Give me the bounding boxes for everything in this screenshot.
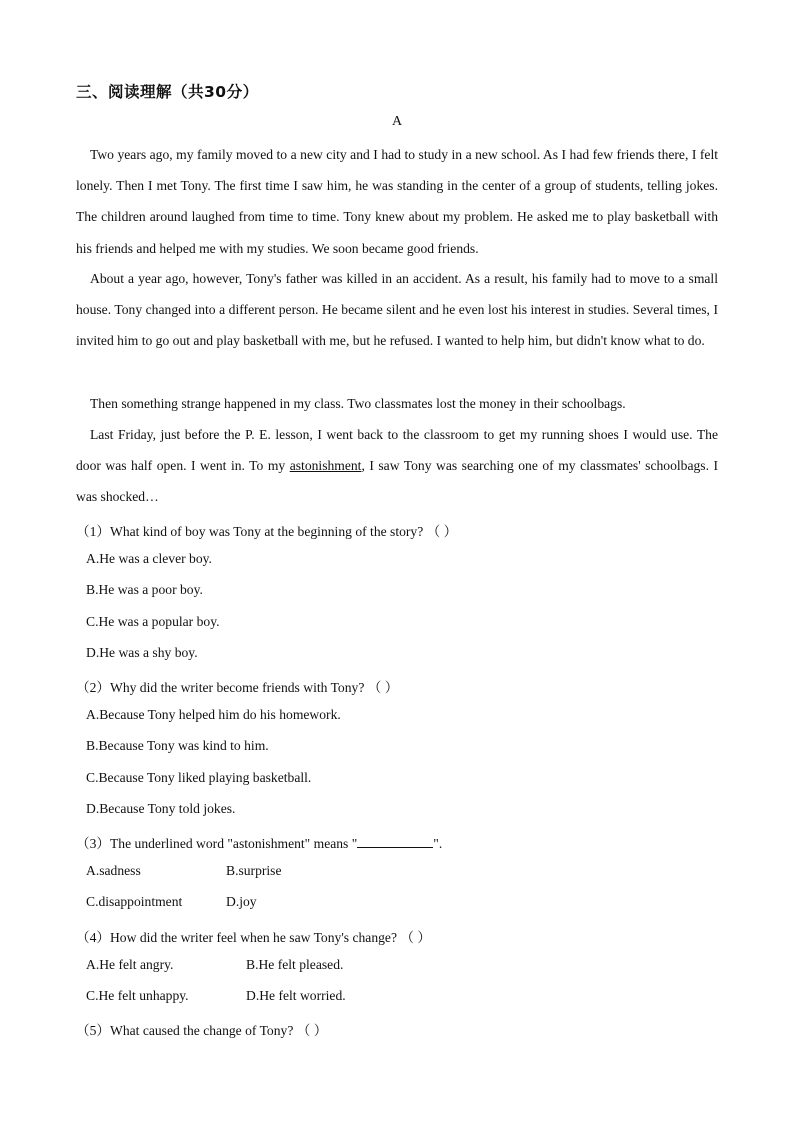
question-1-stem: （1）What kind of boy was Tony at the beginning of the story? （ ） — [76, 524, 458, 539]
question-4-option-b: B.He felt pleased. — [246, 957, 344, 972]
paragraph-2 — [76, 263, 718, 357]
paragraph-1-text: Two years ago, my family moved to a new city and I had to study in a new school. As I had few friends there, I felt lonely. Then I met Tony. The first time I saw him, he was standing in the center of a group of students, telling jokes. The children around laughed from time to time. Tony knew about my problem. He asked me to play basketball with his friends and helped me with my studies. We soon became good friends. — [76, 147, 718, 256]
question-2-option-a: A.Because Tony helped him do his homework. — [86, 707, 341, 722]
question-1-option-c: C.He was a popular boy. — [86, 614, 220, 629]
question-3-option-c: C.disappointment — [86, 894, 183, 909]
question-2-option-d: D.Because Tony told jokes. — [86, 801, 236, 816]
paragraph-4-text-before: Last Friday, just before the P. E. lesson, I went back to the classroom to get my running shoes I would use. The door was half open. I went in. To my — [76, 427, 718, 474]
question-4-option-a: A.He felt angry. — [86, 957, 174, 972]
section-title: 三、阅读理解（共30分） — [76, 83, 259, 101]
underlined-word: astonishment — [289, 458, 362, 474]
question-3-option-a: A.sadness — [86, 863, 141, 878]
passage-label: A — [391, 114, 403, 129]
answer-blank[interactable] — [357, 835, 433, 848]
paragraph-2-text: About a year ago, however, Tony's father was killed in an accident. As a result, his family had to move to a small house. Tony changed into a different person. He became silent and he even lost his interest in studies. Several times, I invited him to go out and play basketball with me, but he refused. I wanted to help him, but didn't know what to do. — [76, 271, 718, 349]
question-3-stem — [76, 832, 442, 852]
question-1-option-d: D.He was a shy boy. — [86, 645, 198, 660]
question-5-stem: （5）What caused the change of Tony? （ ） — [76, 1023, 328, 1038]
question-1-option-b: B.He was a poor boy. — [86, 582, 203, 597]
question-3-option-b: B.surprise — [226, 863, 282, 878]
question-4-option-d: D.He felt worried. — [246, 988, 346, 1003]
question-2-option-c: C.Because Tony liked playing basketball. — [86, 770, 312, 785]
paragraph-4-text-after: , I saw Tony was searching one of my classmates' schoolbags. I was shocked… — [76, 458, 718, 505]
question-1-option-a: A.He was a clever boy. — [86, 551, 212, 566]
question-2-stem: （2）Why did the writer become friends with Tony? （ ） — [76, 680, 399, 695]
question-3-option-d: D.joy — [226, 894, 257, 909]
question-4-stem: （4）How did the writer feel when he saw Tony's change? （ ） — [76, 930, 431, 945]
paragraph-3-text: Then something strange happened in my class. Two classmates lost the money in their schoolbags. — [90, 396, 626, 411]
paragraph-4 — [76, 419, 718, 513]
question-2-option-b: B.Because Tony was kind to him. — [86, 738, 269, 753]
question-4-option-c: C.He felt unhappy. — [86, 988, 189, 1003]
paragraph-3 — [76, 388, 718, 419]
question-3-stem-before: （3）The underlined word "astonishment" means " — [76, 836, 358, 851]
question-3-stem-after: ". — [433, 836, 443, 851]
paragraph-1 — [76, 139, 718, 264]
